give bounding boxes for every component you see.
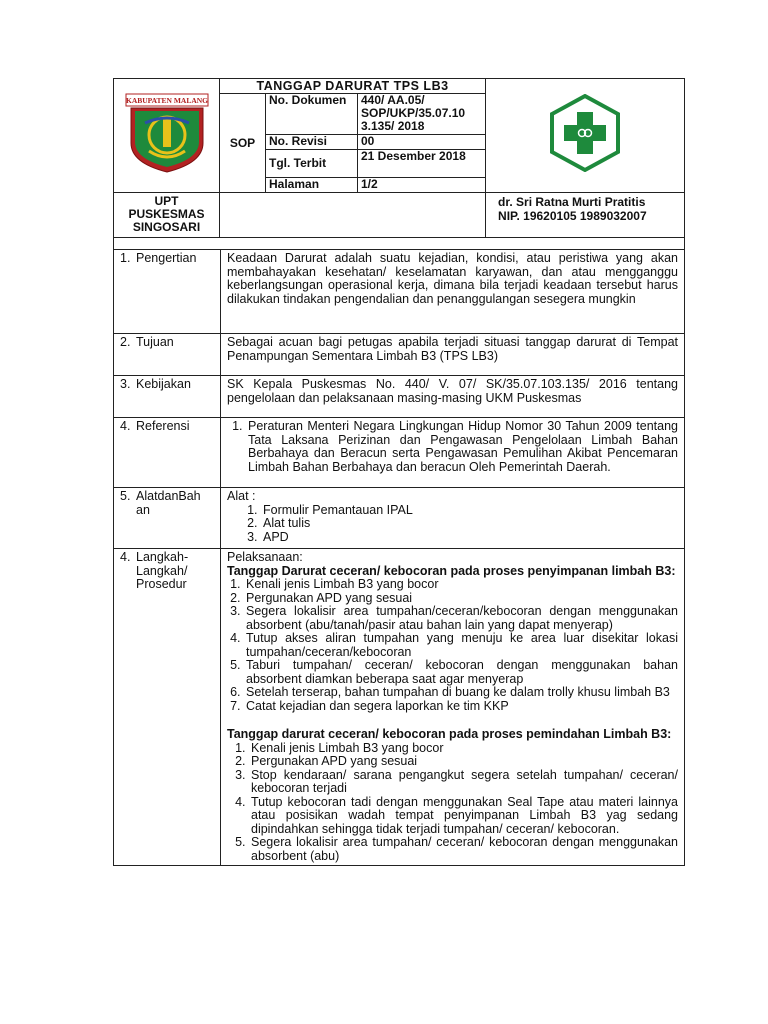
list-item: 6. Setelah terserap, bahan tumpahan di buang ke dalam trolly khusu limbah B3 [244, 686, 678, 700]
section-number: 3. [120, 377, 131, 391]
list-item: 1. Peraturan Menteri Negara Lingkungan Hidup Nomor 30 Tahun 2009 tentang Tata Laksana Perizinan dan Pengawasan Pengelolaan Limbah Bahan Berbahaya dan Beracun serta Pengawasan Pemulihan Akibat Pencemaran Limbah Bahan Berbahaya dan beracun Oleh Pemerintah Daerah. [246, 420, 678, 474]
list-item: 3. Segera lokalisir area tumpahan/ceceran/kebocoran dengan menggunakan absorbent (abu/tanah/pasir atau bahan lain yang dapat menyerap) [244, 605, 678, 632]
section-content-referensi [221, 418, 685, 488]
sop-title: TANGGAP DARURAT TPS LB3 [220, 79, 486, 94]
regency-logo-cell [114, 79, 220, 193]
tools-intro: Alat : [227, 489, 256, 503]
tools-list [227, 504, 678, 545]
procedure-group1-title: Tanggap Darurat ceceran/ kebocoran pada proses penyimpanan limbah B3: [227, 563, 676, 578]
procedure-group1-list [227, 578, 678, 713]
sop-content-table [113, 238, 685, 866]
section-title: Pengertian [136, 251, 197, 265]
section-label-referensi [114, 418, 221, 488]
list-item: 5. Segera lokalisir area tumpahan/ ceceran/ kebocoran dengan menggunakan absorbent (abu) [249, 836, 678, 863]
section-label-tujuan [114, 334, 221, 376]
section-content-pengertian: Keadaan Darurat adalah suatu kejadian, kondisi, atau peristiwa yang akan membahayakan kesehatan/ keselamatan karyawan, dan atau mengganggu keberlangsungan operasional kerja, dimana bila terjadi keadaan tersebut harus dilakukan tindakan pengendalian dan penanggulangan sesegera mungkin [221, 250, 685, 334]
issue-date-label: Tgl. Terbit [266, 150, 358, 178]
list-item: 2. Pergunakan APD yang sesuai [249, 755, 678, 769]
blank-signature-cell [220, 193, 486, 238]
organization-text: UPT PUSKESMAS SINGOSARI [128, 194, 205, 234]
kabupaten-malang-logo [125, 93, 209, 173]
page-value: 1/2 [358, 178, 486, 193]
sop-label: SOP [220, 94, 266, 193]
section-label-pengertian [114, 250, 221, 334]
list-item: 3. APD [261, 531, 678, 545]
section-content-tujuan: Sebagai acuan bagi petugas apabila terjadi situasi tanggap darurat di Tempat Penampungan Sementara Limbah B3 (TPS LB3) [221, 334, 685, 376]
section-label-langkah [114, 549, 221, 866]
list-item: 5. Taburi tumpahan/ ceceran/ kebocoran dengan menggunakan bahan absorbent diamkan beberapa saat agar menyerap [244, 659, 678, 686]
issue-date-value: 21 Desember 2018 [358, 150, 486, 178]
list-item: 3. Stop kendaraan/ sarana pengangkut segera setelah tumpahan/ ceceran/ kebocoran terjadi [249, 769, 678, 796]
doc-number-label: No. Dokumen [266, 94, 358, 135]
organization-name [114, 193, 220, 238]
revision-value: 00 [358, 135, 486, 150]
section-title: Tujuan [136, 335, 174, 349]
list-item: 1. Formulir Pemantauan IPAL [261, 504, 678, 518]
signer-block [486, 193, 685, 238]
spacer-row [114, 238, 685, 250]
logo-caption: KABUPATEN MALANG [125, 96, 208, 105]
list-item: 7. Catat kejadian dan segera laporkan ke tim KKP [244, 700, 678, 714]
section-title: AlatdanBahan [136, 489, 201, 517]
procedure-group2-title: Tanggap darurat ceceran/ kebocoran pada proses pemindahan Limbah B3: [227, 727, 672, 741]
list-item: 2. Pergunakan APD yang sesuai [244, 592, 678, 606]
section-content-kebijakan: SK Kepala Puskesmas No. 440/ V. 07/ SK/35.07.103.135/ 2016 tentang pengelolaan dan pelaksanaan masing-masing UKM Puskesmas [221, 376, 685, 418]
section-title: Langkah-Langkah/ Prosedur [136, 550, 189, 591]
section-number: 4. [120, 419, 131, 433]
puskesmas-logo [546, 94, 624, 172]
procedure-intro: Pelaksanaan: [227, 550, 303, 564]
section-content-alat [221, 488, 685, 549]
section-number: 5. [120, 489, 131, 503]
reference-list [227, 420, 678, 474]
sop-header-table [113, 78, 685, 238]
section-title: Referensi [136, 419, 190, 433]
signer-nip: NIP. 19620105 1989032007 [498, 209, 647, 223]
list-item: 1. Kenali jenis Limbah B3 yang bocor [249, 742, 678, 756]
list-item: 2. Alat tulis [261, 517, 678, 531]
list-item: 4. Tutup kebocoran tadi dengan menggunakan Seal Tape atau materi lainnya atau posisikan wadah tempat penyimpanan Limbah B3 yag sedang dipindahkan sehingga tidak terjadi tumpahan/ ceceran/ kebocoran. [249, 796, 678, 837]
puskesmas-logo-cell [486, 79, 685, 193]
section-content-langkah [221, 549, 685, 866]
list-item: 1. Kenali jenis Limbah B3 yang bocor [244, 578, 678, 592]
procedure-group2-list [227, 742, 678, 864]
doc-number-value: 440/ AA.05/ SOP/UKP/35.07.10 3.135/ 2018 [358, 94, 486, 135]
section-number: 4. [120, 550, 131, 564]
section-label-kebijakan [114, 376, 221, 418]
revision-label: No. Revisi [266, 135, 358, 150]
section-number: 2. [120, 335, 131, 349]
signer-name: dr. Sri Ratna Murti Pratitis [498, 195, 646, 209]
section-number: 1. [120, 251, 131, 265]
sop-document [113, 78, 684, 866]
list-item: 4. Tutup akses aliran tumpahan yang menuju ke area luar disekitar lokasi tumpahan/ceceran/kebocoran [244, 632, 678, 659]
page-label: Halaman [266, 178, 358, 193]
section-title: Kebijakan [136, 377, 191, 391]
section-label-alat [114, 488, 221, 549]
